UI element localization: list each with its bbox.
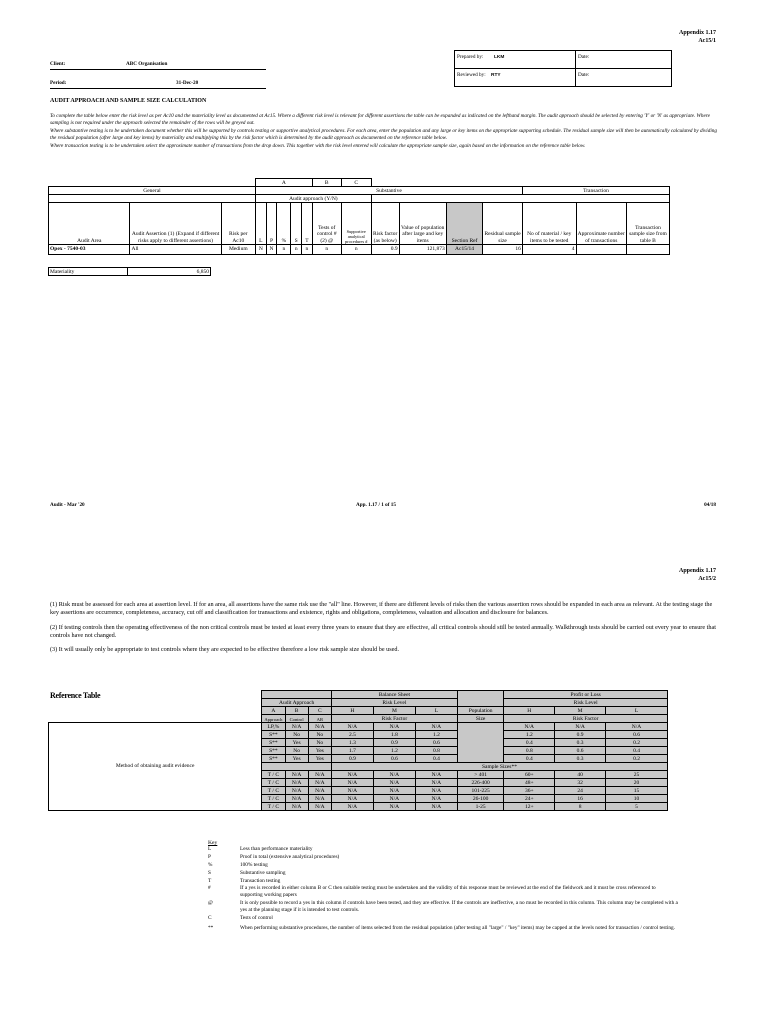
- row-material-items[interactable]: 4: [522, 245, 576, 255]
- key-section: [208, 840, 678, 933]
- table-cell: 1.2: [373, 747, 415, 755]
- reviewed-by-label: Reviewed by:: [457, 72, 486, 78]
- key-item: P Proof in total (extensive analytical procedures): [208, 853, 340, 860]
- table-cell: N/A: [285, 803, 308, 811]
- ar-label: AR: [308, 715, 331, 723]
- table-cell: N/A: [504, 723, 555, 731]
- row-trans-sample: [626, 245, 669, 255]
- table-cell: N/A: [373, 787, 415, 795]
- table-cell: 25: [606, 771, 668, 779]
- hdr-tests-control: Tests of control # (2) @: [312, 203, 341, 245]
- footer-mid: App. 1.17 / 1 of 15: [356, 502, 396, 508]
- table-cell: LP,%: [262, 723, 285, 731]
- table-cell: N/A: [331, 787, 373, 795]
- row-risk[interactable]: Medium: [221, 245, 255, 255]
- table-cell: T / C: [262, 795, 285, 803]
- signoff-box: [454, 50, 672, 87]
- risk-level-label-bs: Risk Level: [331, 699, 457, 707]
- table-cell: N/A: [415, 779, 457, 787]
- table-cell: 1.8: [373, 731, 415, 739]
- risk-factor-label-bs: Risk Factor: [331, 715, 457, 723]
- table-cell: No: [308, 731, 331, 739]
- table-cell: 20: [606, 779, 668, 787]
- table-cell: Yes: [285, 755, 308, 763]
- table-cell: 1.7: [331, 747, 373, 755]
- appendix-number: Appendix 1.17 Ac15/1: [678, 30, 716, 44]
- table-cell: 8: [555, 803, 606, 811]
- reviewed-by-value[interactable]: RTY: [491, 73, 501, 78]
- table-cell: 24+: [504, 795, 555, 803]
- col-letter-a: A: [255, 179, 312, 187]
- prepared-by-label: Prepared by:: [457, 54, 484, 60]
- sample-sizes-label: Sample Sizes**: [331, 763, 667, 771]
- hdr-risk-factor: Risk factor (as below): [371, 203, 399, 245]
- method-label: Method of obtaining audit evidence: [49, 723, 262, 811]
- row-assertion[interactable]: All: [130, 245, 221, 255]
- table-cell: 0.8: [415, 747, 457, 755]
- table-cell: No: [308, 739, 331, 747]
- table-cell: N/A: [285, 787, 308, 795]
- note-1: (1) Risk must be assessed for each area at assertion level. If for an area, all assertions have the same risk use the "all" line. However, if there are different levels of risks then the various assertion rows should be expanded in each area as relevant. At the testing stage the key assertions are occurrence, completeness, accuracy, cut off and classification for transactions and existence, rights and obligations, completeness, valuation and allocation and disclosure for balances.: [50, 601, 713, 617]
- table-cell: 12+: [504, 803, 555, 811]
- table-cell: 5: [606, 803, 668, 811]
- table-cell: N/A: [308, 723, 331, 731]
- table-cell: 101-225: [457, 787, 503, 795]
- materiality-value[interactable]: 6,850: [128, 268, 211, 276]
- table-cell: N/A: [331, 723, 373, 731]
- key-item: S Substantive sampling: [208, 869, 286, 876]
- table-cell: S**: [262, 755, 285, 763]
- hdr-t: T: [302, 203, 313, 245]
- materiality-label: Materiality: [49, 268, 128, 276]
- table-cell: Yes: [308, 747, 331, 755]
- table-cell: 1-25: [457, 803, 503, 811]
- instruction-3: Where transaction testing is to be undertaken select the approximate number of transactions from the drop down. This together with the risk level entered will calculate the appropriate sample size, again based on the information on the reference table below.: [50, 143, 586, 149]
- table-cell: N/A: [331, 779, 373, 787]
- hdr-supportive: Supportive analytical procedures #: [341, 203, 371, 245]
- row-value[interactable]: 121,873: [399, 245, 446, 255]
- table-cell: N/A: [308, 787, 331, 795]
- group-substantive: Substantive: [255, 187, 522, 195]
- row-p[interactable]: N: [266, 245, 277, 255]
- date-label-1[interactable]: Date:: [578, 54, 590, 60]
- table-cell: 26-100: [457, 795, 503, 803]
- row-approx-trans[interactable]: [576, 245, 626, 255]
- key-item: @ It is only possible to record a yes in this column if controls have been tested, and they are effective. If the controls are ineffective, a no must be recorded in this column. This column may be completed with a yes at the planning stage if it is intended to test controls.: [208, 900, 678, 913]
- hdr-pct: %: [277, 203, 291, 245]
- table-cell: 0.6: [555, 747, 606, 755]
- table-cell: N/A: [285, 779, 308, 787]
- audit-approach-yn: Audit approach (Y/N): [255, 195, 371, 203]
- period-label: Period:: [50, 80, 67, 86]
- table-cell: > 401: [457, 771, 503, 779]
- blank-cell: [457, 723, 503, 763]
- row-residual: 16: [483, 245, 523, 255]
- footer-left: Audit - Mar '20: [50, 502, 85, 508]
- table-cell: S**: [262, 739, 285, 747]
- table-cell: N/A: [606, 723, 668, 731]
- table-cell: 2.5: [331, 731, 373, 739]
- table-cell: 15: [606, 787, 668, 795]
- row-s[interactable]: n: [291, 245, 302, 255]
- table-cell: N/A: [308, 779, 331, 787]
- client-row: [50, 61, 266, 70]
- table-cell: 1.3: [331, 739, 373, 747]
- client-value[interactable]: ABC Organisation: [126, 61, 168, 67]
- table-cell: 24: [555, 787, 606, 795]
- table-cell: 0.6: [415, 739, 457, 747]
- hdr-risk: Risk per Ac10: [221, 203, 255, 245]
- table-cell: N/A: [415, 723, 457, 731]
- table-cell: N/A: [373, 795, 415, 803]
- table-cell: N/A: [331, 771, 373, 779]
- reference-table-title: Reference Table: [50, 691, 101, 700]
- table-cell: N/A: [555, 723, 606, 731]
- key-item: % 100% testing: [208, 861, 268, 868]
- ref-col-h-bs: H: [331, 707, 373, 715]
- table-cell: 1.2: [415, 731, 457, 739]
- table-cell: No: [285, 747, 308, 755]
- table-cell: 0.4: [504, 755, 555, 763]
- materiality-table: [48, 267, 211, 276]
- key-item: L Less than performance materiality: [208, 846, 313, 852]
- date-label-2[interactable]: Date:: [578, 72, 590, 78]
- row-supportive[interactable]: n: [341, 245, 371, 255]
- hdr-trans-sample: Transaction sample size from table B: [626, 203, 669, 245]
- hdr-l: L: [255, 203, 266, 245]
- table-cell: N/A: [415, 787, 457, 795]
- ref-col-l-bs: L: [415, 707, 457, 715]
- row-section-ref[interactable]: Ac15/14: [446, 245, 482, 255]
- reference-table: [48, 690, 668, 811]
- table-cell: 40: [555, 771, 606, 779]
- table-cell: 226-400: [457, 779, 503, 787]
- table-cell: Yes: [285, 739, 308, 747]
- note-3: (3) It will usually only be appropriate to test controls where they are expected to be effective therefore a low risk sample size should be used.: [50, 646, 400, 654]
- table-cell: 0.3: [555, 755, 606, 763]
- ref-col-b: B: [285, 707, 308, 715]
- table-cell: 0.9: [373, 739, 415, 747]
- period-row: [50, 80, 266, 89]
- instruction-2: Where substantive testing is to be undertaken document whether this will be supported by controls testing or supportive analytical procedures. For each area, enter the population and any large or key items on the appropriate supporting schedule. The residual sample size will then be automatically calculated by dividing the residual population (after large and key items) by materiality and multiplying this by the risk factor which is determined by the audit approach as documented on the reference table below.: [50, 128, 717, 141]
- approach-label: Approach: [262, 715, 285, 723]
- table-cell: 0.4: [415, 755, 457, 763]
- table-cell: Yes: [308, 755, 331, 763]
- table-cell: 0.9: [331, 755, 373, 763]
- table-cell: 32: [555, 779, 606, 787]
- hdr-assertion: Audit Assertion (1) (Expand if different risks apply to different assertions): [130, 203, 221, 245]
- table-cell: 0.2: [606, 739, 668, 747]
- row-t[interactable]: n: [302, 245, 313, 255]
- table-cell: S**: [262, 731, 285, 739]
- hdr-p: P: [266, 203, 277, 245]
- table-row: [49, 723, 668, 731]
- table-cell: N/A: [415, 795, 457, 803]
- hdr-material-items: No of material / key items to be tested: [522, 203, 576, 245]
- hdr-residual: Residual sample size: [483, 203, 523, 245]
- hdr-approx-trans: Approximate number of transactions: [576, 203, 626, 245]
- table-cell: 0.4: [504, 739, 555, 747]
- table-cell: 36+: [504, 787, 555, 795]
- table-cell: 0.6: [606, 731, 668, 739]
- appendix-number-2: Appendix 1.17 Ac15/2: [678, 568, 716, 582]
- key-item: ** When performing substantive procedures, the number of items selected from the residual population (after testing all "large" / "key" items) may be capped at the levels noted for transaction / control testing.: [208, 924, 675, 931]
- table-cell: T / C: [262, 787, 285, 795]
- risk-factor-label-pl: Risk Factor: [504, 715, 668, 723]
- col-letter-c: C: [341, 179, 371, 187]
- audit-approach-label: Audit Approach: [262, 699, 332, 707]
- key-title: Key: [208, 840, 218, 846]
- table-cell: N/A: [331, 795, 373, 803]
- group-general: General: [49, 187, 256, 195]
- table-cell: N/A: [308, 803, 331, 811]
- table-cell: N/A: [331, 803, 373, 811]
- table-cell: T / C: [262, 771, 285, 779]
- instruction-1: To complete the table below enter the risk level as per Ac10 and the materiality level as documented at Ac15. Where a different risk level is relevant for different assertions the table can be expanded as indicated on the lefthand margin. The audit approach should be selected by entering 'Y' or 'N' as appropriate. Where sampling is not required under the approach selected the remainder of the rows will be greyed out.: [50, 113, 710, 126]
- table-cell: 0.6: [373, 755, 415, 763]
- table-cell: N/A: [285, 795, 308, 803]
- size-label: Size: [457, 715, 503, 723]
- table-cell: 0.9: [555, 731, 606, 739]
- row-l[interactable]: N: [255, 245, 266, 255]
- hdr-s: S: [291, 203, 302, 245]
- row-area[interactable]: Opex - 7540-03: [49, 245, 130, 255]
- table-cell: 0.2: [606, 755, 668, 763]
- population-label: Population: [457, 707, 503, 715]
- table-row: [49, 245, 670, 255]
- key-item: C Tests of control: [208, 914, 273, 921]
- table-cell: T / C: [262, 803, 285, 811]
- table-cell: No: [285, 731, 308, 739]
- table-cell: N/A: [308, 771, 331, 779]
- hdr-value-pop: Value of population after large and key items: [399, 203, 446, 245]
- table-cell: N/A: [285, 771, 308, 779]
- footnotes: [50, 601, 720, 655]
- balance-sheet-label: Balance Sheet: [331, 691, 457, 699]
- page-heading: AUDIT APPROACH AND SAMPLE SIZE CALCULATION: [50, 98, 207, 104]
- row-risk-factor: 0.9: [371, 245, 399, 255]
- ref-col-l-pl: L: [606, 707, 668, 715]
- hdr-section-ref: Section Ref: [446, 203, 482, 245]
- key-item: T Transaction testing: [208, 877, 281, 884]
- table-cell: N/A: [415, 803, 457, 811]
- col-letter-b: B: [312, 179, 341, 187]
- key-item: # If a yes is recorded in either column B or C then suitable testing must be undertaken and the validity of this response must be reviewed at the end of the fieldwork and it must be cross referenced to supporting working papers: [208, 885, 656, 899]
- ref-col-c: C: [308, 707, 331, 715]
- table-cell: N/A: [373, 771, 415, 779]
- table-cell: 16: [555, 795, 606, 803]
- client-label: Client:: [50, 61, 66, 67]
- table-cell: 0.8: [504, 747, 555, 755]
- audit-approach-table: [48, 178, 670, 255]
- table-cell: 48+: [504, 779, 555, 787]
- group-transaction: Transaction: [522, 187, 669, 195]
- control-label: Control: [285, 715, 308, 723]
- ref-col-a: A: [262, 707, 285, 715]
- table-cell: 1.2: [504, 731, 555, 739]
- ref-col-m-bs: M: [373, 707, 415, 715]
- footer-right: 04/18: [704, 502, 716, 508]
- period-value[interactable]: 31-Dec-20: [176, 80, 199, 86]
- table-cell: T / C: [262, 779, 285, 787]
- row-tests[interactable]: n: [312, 245, 341, 255]
- table-cell: S**: [262, 747, 285, 755]
- table-cell: 10: [606, 795, 668, 803]
- table-cell: N/A: [415, 771, 457, 779]
- note-2: (2) If testing controls then the operating effectiveness of the non critical controls must be tested at least every three years to ensure that they are effective, all critical controls should still be tested annually. Walkthrough tests should be carried out every year to ensure that controls have not changed.: [50, 623, 716, 640]
- ref-col-h-pl: H: [504, 707, 555, 715]
- instructions: [50, 113, 720, 150]
- table-cell: 0.4: [606, 747, 668, 755]
- row-pct[interactable]: n: [277, 245, 291, 255]
- table-cell: N/A: [373, 723, 415, 731]
- table-cell: 0.3: [555, 739, 606, 747]
- ref-col-m-pl: M: [555, 707, 606, 715]
- profit-loss-label: Profit or Loss: [504, 691, 668, 699]
- table-cell: N/A: [373, 803, 415, 811]
- table-cell: N/A: [308, 795, 331, 803]
- table-cell: N/A: [373, 779, 415, 787]
- table-cell: 60+: [504, 771, 555, 779]
- hdr-audit-area: Audit Area: [49, 203, 130, 245]
- risk-level-label-pl: Risk Level: [504, 699, 668, 707]
- table-cell: N/A: [285, 723, 308, 731]
- prepared-by-value[interactable]: LKM: [494, 55, 505, 60]
